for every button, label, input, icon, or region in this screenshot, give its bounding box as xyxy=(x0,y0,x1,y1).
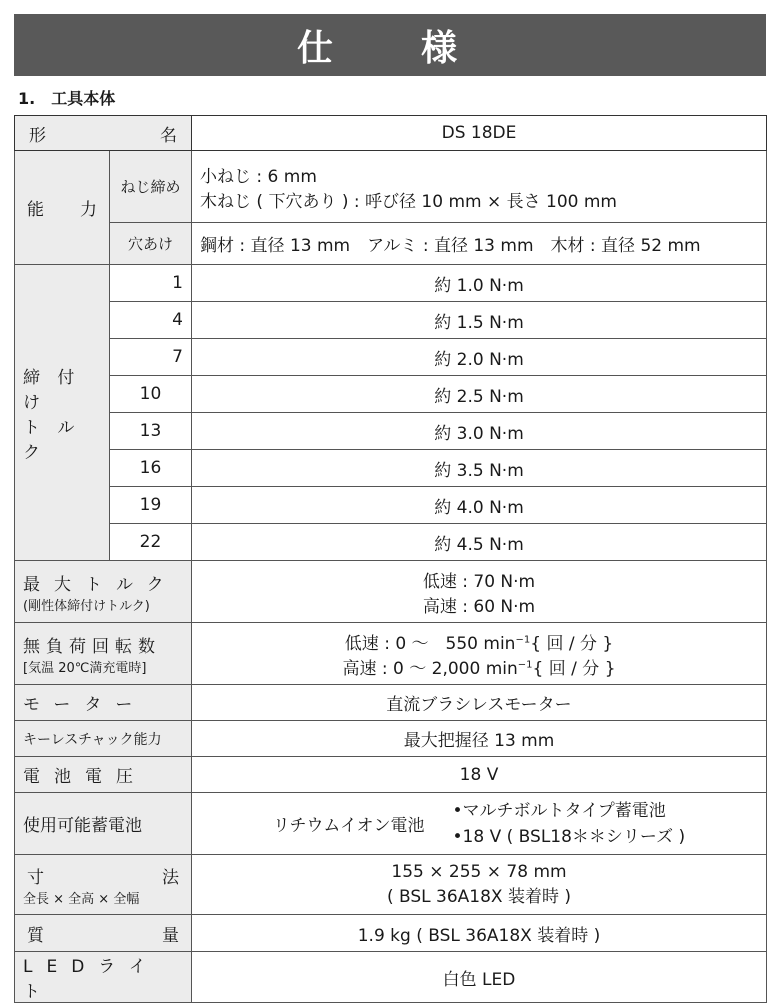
torque-row xyxy=(15,487,767,524)
dimensions-row xyxy=(15,855,767,915)
max-torque-label: 最大トルク xyxy=(23,574,178,595)
torque-row xyxy=(15,302,767,339)
screw-value xyxy=(192,151,767,223)
screw-line-1: 小ねじ : 6 mm xyxy=(200,166,317,187)
no-load-high: 高速 : 0 〜 2,000 $\min^{-1}${ 回 / 分 } xyxy=(342,658,616,679)
max-torque-row xyxy=(15,561,767,623)
mass-value: 1.9 kg ( BSL 36A18X 装着時 ) xyxy=(192,915,767,952)
capacity-screw-row xyxy=(15,151,767,223)
battery-row xyxy=(15,793,767,855)
capacity-label-left: 能 xyxy=(27,200,44,220)
torque-label-line-1: 締 付 け xyxy=(23,367,81,413)
motor-label: モーター xyxy=(15,685,192,721)
model-label-cell xyxy=(15,116,192,151)
model-label-right: 名 xyxy=(160,125,177,146)
section-heading: 1. 工具本体 xyxy=(18,89,116,108)
max-torque-line-2: 高速 : 60 N·m xyxy=(422,596,536,617)
torque-value: 約 1.0 N·m xyxy=(192,265,767,302)
voltage-label: 電池電圧 xyxy=(15,757,192,793)
torque-label-cell xyxy=(15,265,110,561)
torque-row xyxy=(15,524,767,561)
torque-step: 7 xyxy=(110,339,192,376)
torque-value: 約 4.5 N·m xyxy=(192,524,767,561)
battery-label: 使用可能蓄電池 xyxy=(15,793,192,855)
no-load-label-cell xyxy=(15,623,192,685)
torque-value: 約 1.5 N·m xyxy=(192,302,767,339)
dimensions-label-right: 法 xyxy=(162,867,179,888)
no-load-sub: [気温 20℃満充電時] xyxy=(23,660,147,676)
torque-step: 1 xyxy=(110,265,192,302)
torque-value: 約 3.0 N·m xyxy=(192,413,767,450)
battery-item-1: •マルチボルトタイプ蓄電池 xyxy=(452,800,666,821)
dimensions-line-2: ( BSL 36A18X 装着時 ) xyxy=(386,887,572,907)
model-row xyxy=(15,116,767,151)
capacity-label-cell xyxy=(15,151,110,265)
torque-value: 約 2.0 N·m xyxy=(192,339,767,376)
max-torque-line-1: 低速 : 70 N·m xyxy=(422,571,536,592)
capacity-drill-row xyxy=(15,223,767,265)
dimensions-label-cell xyxy=(15,855,192,915)
led-row xyxy=(15,952,767,1003)
chuck-value: 最大把握径 13 mm xyxy=(192,721,767,757)
motor-value: 直流ブラシレスモーター xyxy=(192,685,767,721)
drill-label: 穴あけ xyxy=(110,223,192,265)
torque-row xyxy=(15,376,767,413)
torque-value: 約 3.5 N·m xyxy=(192,450,767,487)
torque-value: 約 2.5 N·m xyxy=(192,376,767,413)
model-label-left: 形 xyxy=(29,125,46,146)
motor-row xyxy=(15,685,767,721)
dimensions-label-left: 寸 xyxy=(27,867,44,888)
voltage-row xyxy=(15,757,767,793)
torque-row xyxy=(15,413,767,450)
model-value: DS 18DE xyxy=(192,116,767,151)
mass-label-right: 量 xyxy=(162,925,179,946)
chuck-row xyxy=(15,721,767,757)
torque-step: 22 xyxy=(110,524,192,561)
torque-step: 16 xyxy=(110,450,192,487)
max-torque-value xyxy=(192,561,767,623)
no-load-low: 低速 : 0 〜 550 $\min^{-1}${ 回 / 分 } xyxy=(344,633,614,654)
capacity-label-right: 力 xyxy=(80,200,97,220)
battery-item-2: •18 V ( BSL18＊＊シリーズ ) xyxy=(452,826,686,847)
voltage-value: 18 V xyxy=(192,757,767,793)
max-torque-label-cell xyxy=(15,561,192,623)
torque-step: 19 xyxy=(110,487,192,524)
battery-type: リチウムイオン電池 xyxy=(272,816,425,836)
dimensions-value xyxy=(192,855,767,915)
page-title: 仕 様 xyxy=(14,14,766,76)
mass-label-left: 質 xyxy=(27,925,44,946)
drill-value: 鋼材 : 直径 13 mm アルミ : 直径 13 mm 木材 : 直径 52 mm xyxy=(192,223,767,265)
dimensions-line-1: 155 × 255 × 78 mm xyxy=(391,862,567,882)
spec-table xyxy=(14,115,767,1003)
no-load-value xyxy=(192,623,767,685)
torque-step: 13 xyxy=(110,413,192,450)
max-torque-sub: (剛性体締付けトルク) xyxy=(23,598,150,614)
battery-value xyxy=(192,793,767,855)
torque-label-line-2: ト ル ク xyxy=(23,417,81,463)
screw-line-2: 木ねじ ( 下穴あり ) : 呼び径 10 mm × 長さ 100 mm xyxy=(200,191,617,212)
screw-label: ねじ締め xyxy=(110,151,192,223)
torque-step: 4 xyxy=(110,302,192,339)
torque-row xyxy=(15,339,767,376)
led-value: 白色 LED xyxy=(192,952,767,1003)
torque-row xyxy=(15,450,767,487)
mass-row xyxy=(15,915,767,952)
torque-value: 約 4.0 N·m xyxy=(192,487,767,524)
torque-row xyxy=(15,265,767,302)
no-load-row xyxy=(15,623,767,685)
no-load-label: 無負荷回転数 xyxy=(23,636,161,657)
dimensions-sub: 全長 × 全高 × 全幅 xyxy=(23,891,140,907)
mass-label-cell xyxy=(15,915,192,952)
chuck-label: キーレスチャック能力 xyxy=(15,721,192,757)
torque-step: 10 xyxy=(110,376,192,413)
led-label: LEDライト xyxy=(15,952,192,1003)
